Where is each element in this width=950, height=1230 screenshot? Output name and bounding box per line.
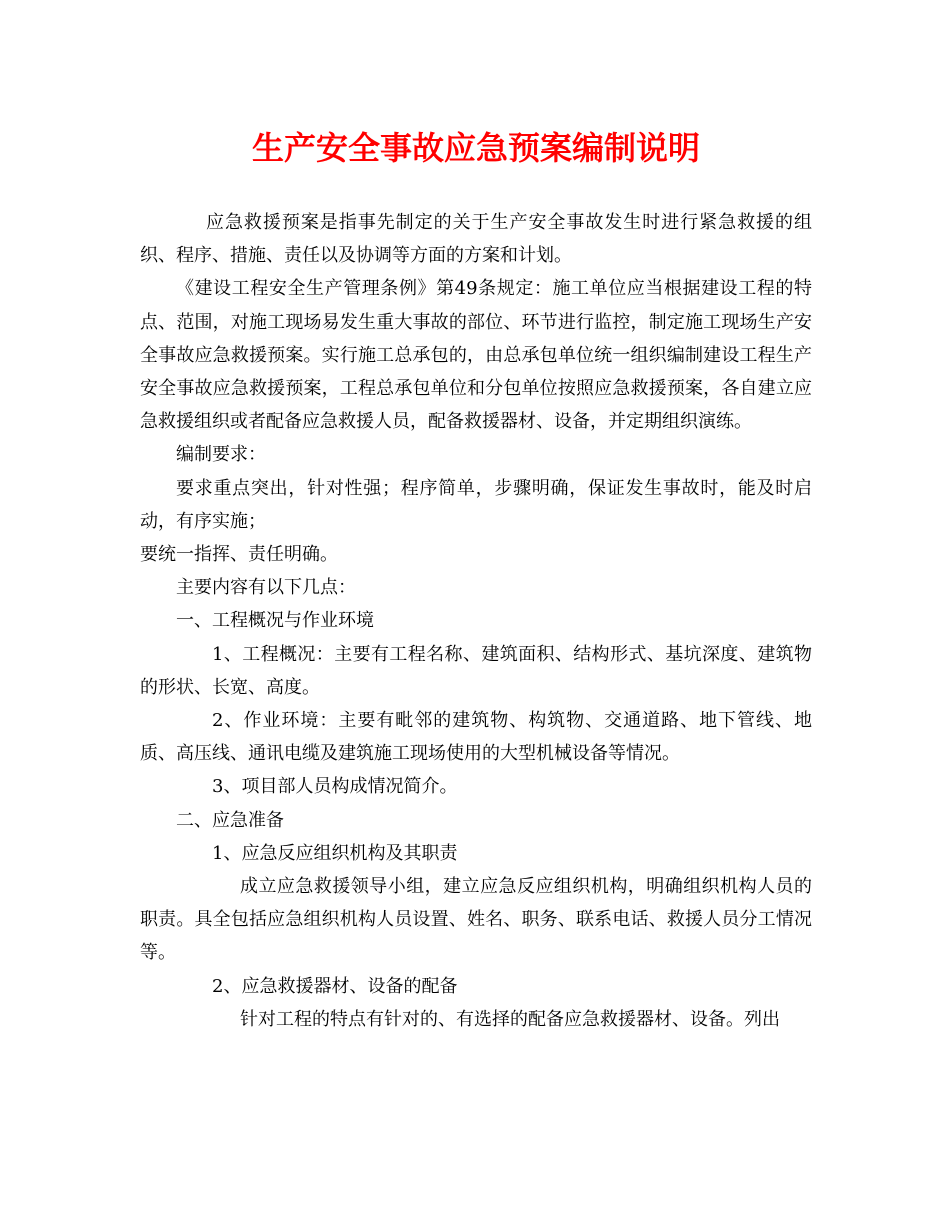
paragraph-equipment-detail: 针对工程的特点有针对的、有选择的配备应急救援器材、设备。列出	[240, 1008, 780, 1030]
item-equipment: 2、应急救援器材、设备的配备	[212, 975, 458, 997]
paragraph-requirement-2: 要统一指挥、责任明确。	[140, 544, 338, 566]
paragraph-requirement-1: 要求重点突出，针对性强；程序简单，步骤明确，保证发生事故时，能及时启动，有序实施；	[140, 477, 812, 532]
section-heading-2: 二、应急准备	[176, 809, 284, 831]
document-title: 生产安全事故应急预案编制说明	[251, 129, 700, 167]
paragraph-organization-detail: 成立应急救援领导小组，建立应急反应组织机构，明确组织机构人员的职责。具全包括应急组织机构人员设置、姓名、职务、联系电话、救援人员分工情况等。	[140, 876, 812, 964]
document-body	[140, 206, 812, 1036]
item-personnel: 3、项目部人员构成情况简介。	[212, 776, 458, 798]
paragraph-contents-heading: 主要内容有以下几点：	[176, 577, 356, 599]
item-organization: 1、应急反应组织机构及其职责	[212, 842, 458, 864]
item-project-overview: 1、工程概况：主要有工程名称、建筑面积、结构形式、基坑深度、建筑物的形状、长宽、高度。	[140, 643, 812, 698]
paragraph-regulation: 《建设工程安全生产管理条例》第49条规定：施工单位应当根据建设工程的特点、范围，对施工现场易发生重大事故的部位、环节进行监控，制定施工现场生产安全事故应急救援预案。实行施工总承包的，由总承包单位统一组织编制建设工程生产安全事故应急救援预案，工程总承包单位和分包单位按照应急救援预案，各自建立应急救援组织或者配备应急救援人员，配备救援器材、设备，并定期组织演练。	[140, 278, 812, 433]
section-heading-1: 一、工程概况与作业环境	[176, 610, 374, 632]
paragraph-requirements-heading: 编制要求：	[176, 444, 266, 466]
item-work-environment: 2、作业环境：主要有毗邻的建筑物、构筑物、交通道路、地下管线、地质、高压线、通讯电缆及建筑施工现场使用的大型机械设备等情况。	[140, 710, 812, 765]
paragraph-definition: 应急救援预案是指事先制定的关于生产安全事故发生时进行紧急救援的组织、程序、措施、责任以及协调等方面的方案和计划。	[140, 212, 812, 267]
